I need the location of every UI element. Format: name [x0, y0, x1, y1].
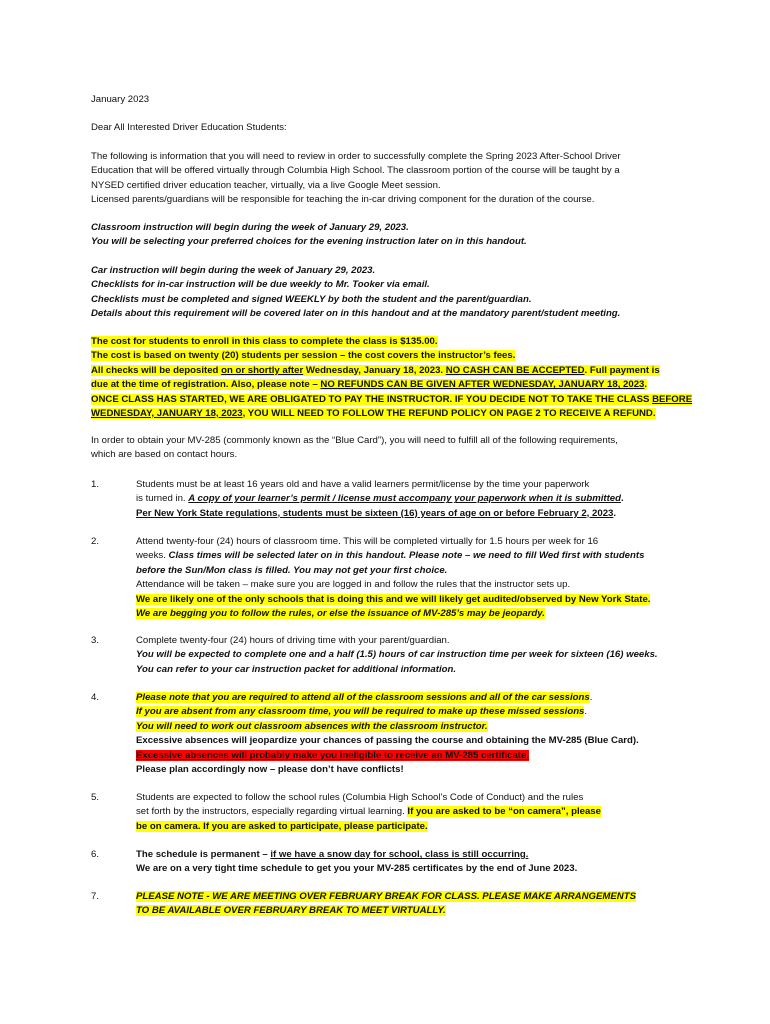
item-text: set forth by the instructors, especially regarding virtual learning.: [136, 806, 408, 818]
cost-text: . Full payment is: [584, 364, 660, 376]
list-item: [136, 691, 686, 777]
intro-line: NYSED certified driver education teacher, virtually, via a live Google Meet session.: [91, 179, 441, 191]
snow-day-notice: if we have a snow day for school, class is still occurring.: [270, 849, 529, 860]
mv285-paragraph: [91, 434, 681, 463]
item-text: .: [584, 706, 588, 718]
participation-notice: be on camera. If you are asked to participate, please participate.: [136, 820, 428, 832]
intro-line: Licensed parents/guardians will be responsible for teaching the in-car driving component for the duration of the course.: [91, 194, 595, 206]
item-line: Students must be at least 16 years old and have a valid learners permit/license by the time your paperwork: [136, 479, 590, 490]
attendance-requirement: Please note that you are required to attend all of the classroom sessions and all of the car sessions: [136, 692, 590, 703]
item-line: Students are expected to follow the school rules (Columbia High School’s Code of Conduct) and the rules: [136, 792, 584, 803]
item-text: .: [613, 507, 617, 519]
classroom-line: You will be selecting your preferred choices for the evening instruction later on in this handout.: [91, 236, 527, 248]
item-line: Attendance will be taken – make sure you are logged in and follow the rules that the instructor sets up.: [136, 579, 571, 591]
permit-copy-notice: A copy of your learner’s permit / license must accompany your paperwork when it is submitted: [188, 493, 621, 505]
absence-instructor-notice: You will need to work out classroom absences with the classroom instructor.: [136, 720, 488, 732]
classroom-paragraph: [91, 221, 681, 250]
cost-text: All checks will be deposited: [91, 364, 222, 376]
list-number: 6.: [91, 849, 100, 860]
cost-text: .: [644, 379, 648, 391]
car-paragraph: [91, 264, 681, 322]
list-number: 7.: [91, 891, 100, 902]
cost-line: [91, 408, 656, 419]
cost-line: [91, 365, 660, 376]
salutation: [91, 121, 681, 135]
list-item: [136, 890, 686, 919]
camera-notice: If you are asked to be “on camera”, please: [407, 806, 601, 818]
list-item: [136, 535, 686, 621]
item-line: Complete twenty-four (24) hours of driving time with your parent/guardian.: [136, 635, 450, 646]
list-item: [136, 791, 686, 834]
cost-underlined-text: BEFORE: [652, 393, 693, 405]
letter-date: [91, 93, 681, 107]
car-line: Checklists for in-car instruction will be due weekly to Mr. Tooker via email.: [91, 279, 430, 291]
no-refunds-notice: NO REFUNDS CAN BE GIVEN AFTER WEDNESDAY, JANUARY 18, 2023: [320, 379, 645, 391]
item-line: We are on a very tight time schedule to get you your MV-285 certificates by the end of June 2023.: [136, 863, 578, 875]
list-number: 5.: [91, 792, 100, 803]
car-line: Details about this requirement will be covered later on in this handout and at the mandatory parent/student meeting.: [91, 308, 621, 320]
refund-policy-text: , YOU WILL NEED TO FOLLOW THE REFUND POLICY ON PAGE 2 TO RECEIVE A REFUND.: [242, 407, 656, 419]
item-line: Attend twenty-four (24) hours of classroom time. This will be completed virtually for 1.5 hours per week for 16: [136, 536, 599, 547]
item-text: is turned in.: [136, 493, 189, 505]
list-number: 3.: [91, 635, 100, 646]
car-line: Checklists must be completed and signed WEEKLY by both the student and the parent/guardian.: [91, 293, 532, 305]
list-item: [136, 848, 686, 877]
date-text: January 2023: [91, 94, 150, 105]
no-cash-notice: NO CASH CAN BE ACCEPTED: [445, 364, 585, 376]
cost-paragraph: [91, 335, 693, 421]
cost-line: The cost for students to enroll in this class to complete the class is $135.00.: [91, 336, 438, 347]
cost-text: Wednesday, January 18, 2023.: [303, 364, 446, 376]
intro-paragraph: [91, 150, 681, 208]
february-break-notice: PLEASE NOTE - WE ARE MEETING OVER FEBRUARY BREAK FOR CLASS. PLEASE MAKE ARRANGEMENTS: [136, 891, 636, 902]
item-line: You can refer to your car instruction packet for additional information.: [136, 663, 457, 675]
february-break-notice: TO BE AVAILABLE OVER FEBRUARY BREAK TO MEET VIRTUALLY.: [136, 905, 446, 917]
item-line: You will be expected to complete one and a half (1.5) hours of car instruction time per week for sixteen (16) weeks.: [136, 649, 658, 661]
list-item: [136, 478, 686, 521]
item-text: weeks.: [136, 550, 169, 562]
list-number: 2.: [91, 536, 100, 547]
item-line: Please plan accordingly now – please don’t have conflicts!: [136, 763, 404, 775]
cost-text: due at the time of registration. Also, please note –: [91, 379, 321, 391]
cost-line: [91, 394, 692, 405]
item-line: Excessive absences will jeopardize your chances of passing the course and obtaining the MV-285 (Blue Card).: [136, 735, 639, 747]
cost-line: The cost is based on twenty (20) students per session – the cost covers the instructor’s fees.: [91, 350, 516, 362]
item-text: .: [589, 692, 593, 703]
audit-notice: We are likely one of the only schools that is doing this and we will likely get audited/observed by New York State.: [136, 593, 651, 605]
absence-makeup-notice: If you are absent from any classroom time, you will be required to make up these missed sessions: [136, 706, 585, 718]
list-number: 4.: [91, 692, 100, 703]
list-number: 1.: [91, 479, 100, 490]
item-line: before the Sun/Mon class is filled. You may not get your first choice.: [136, 564, 448, 576]
age-regulation-notice: Per New York State regulations, students must be sixteen (16) years of age on or before February 2, 2023: [136, 507, 614, 519]
car-line: Car instruction will begin during the week of January 29, 2023.: [91, 265, 376, 276]
salutation-text: Dear All Interested Driver Education Students:: [91, 122, 287, 133]
mv285-line: In order to obtain your MV-285 (commonly known as the “Blue Card”), you will need to fulfill all of the following requirements,: [91, 435, 618, 446]
cost-line: [91, 379, 647, 390]
class-times-notice: Class times will be selected later on in this handout. Please note – we need to fill Wed first with students: [168, 550, 645, 562]
intro-line: Education that will be offered virtually through Columbia High School. The classroom portion of the course will be taught by a: [91, 165, 620, 177]
classroom-line: Classroom instruction will begin during the week of January 29, 2023.: [91, 222, 409, 233]
ineligible-warning: Excessive absences will probably make you ineligible to receive an MV-285 certificate.: [136, 749, 529, 761]
intro-line: The following is information that you will need to review in order to successfully complete the Spring 2023 After-School Driver: [91, 151, 621, 162]
cost-underlined-text: on or shortly after: [221, 364, 304, 376]
cost-underlined-text: WEDNESDAY, JANUARY 18, 2023: [91, 407, 243, 419]
rules-plea: We are begging you to follow the rules, or else the issuance of MV-285’s may be jeopardy.: [136, 607, 545, 619]
cost-text: ONCE CLASS HAS STARTED, WE ARE OBLIGATED TO PAY THE INSTRUCTOR. IF YOU DECIDE NOT TO TAKE THE CLASS: [91, 393, 653, 405]
list-item: [136, 634, 686, 677]
mv285-line: which are based on contact hours.: [91, 449, 238, 461]
item-text: The schedule is permanent –: [136, 849, 271, 860]
item-text: .: [621, 493, 624, 505]
